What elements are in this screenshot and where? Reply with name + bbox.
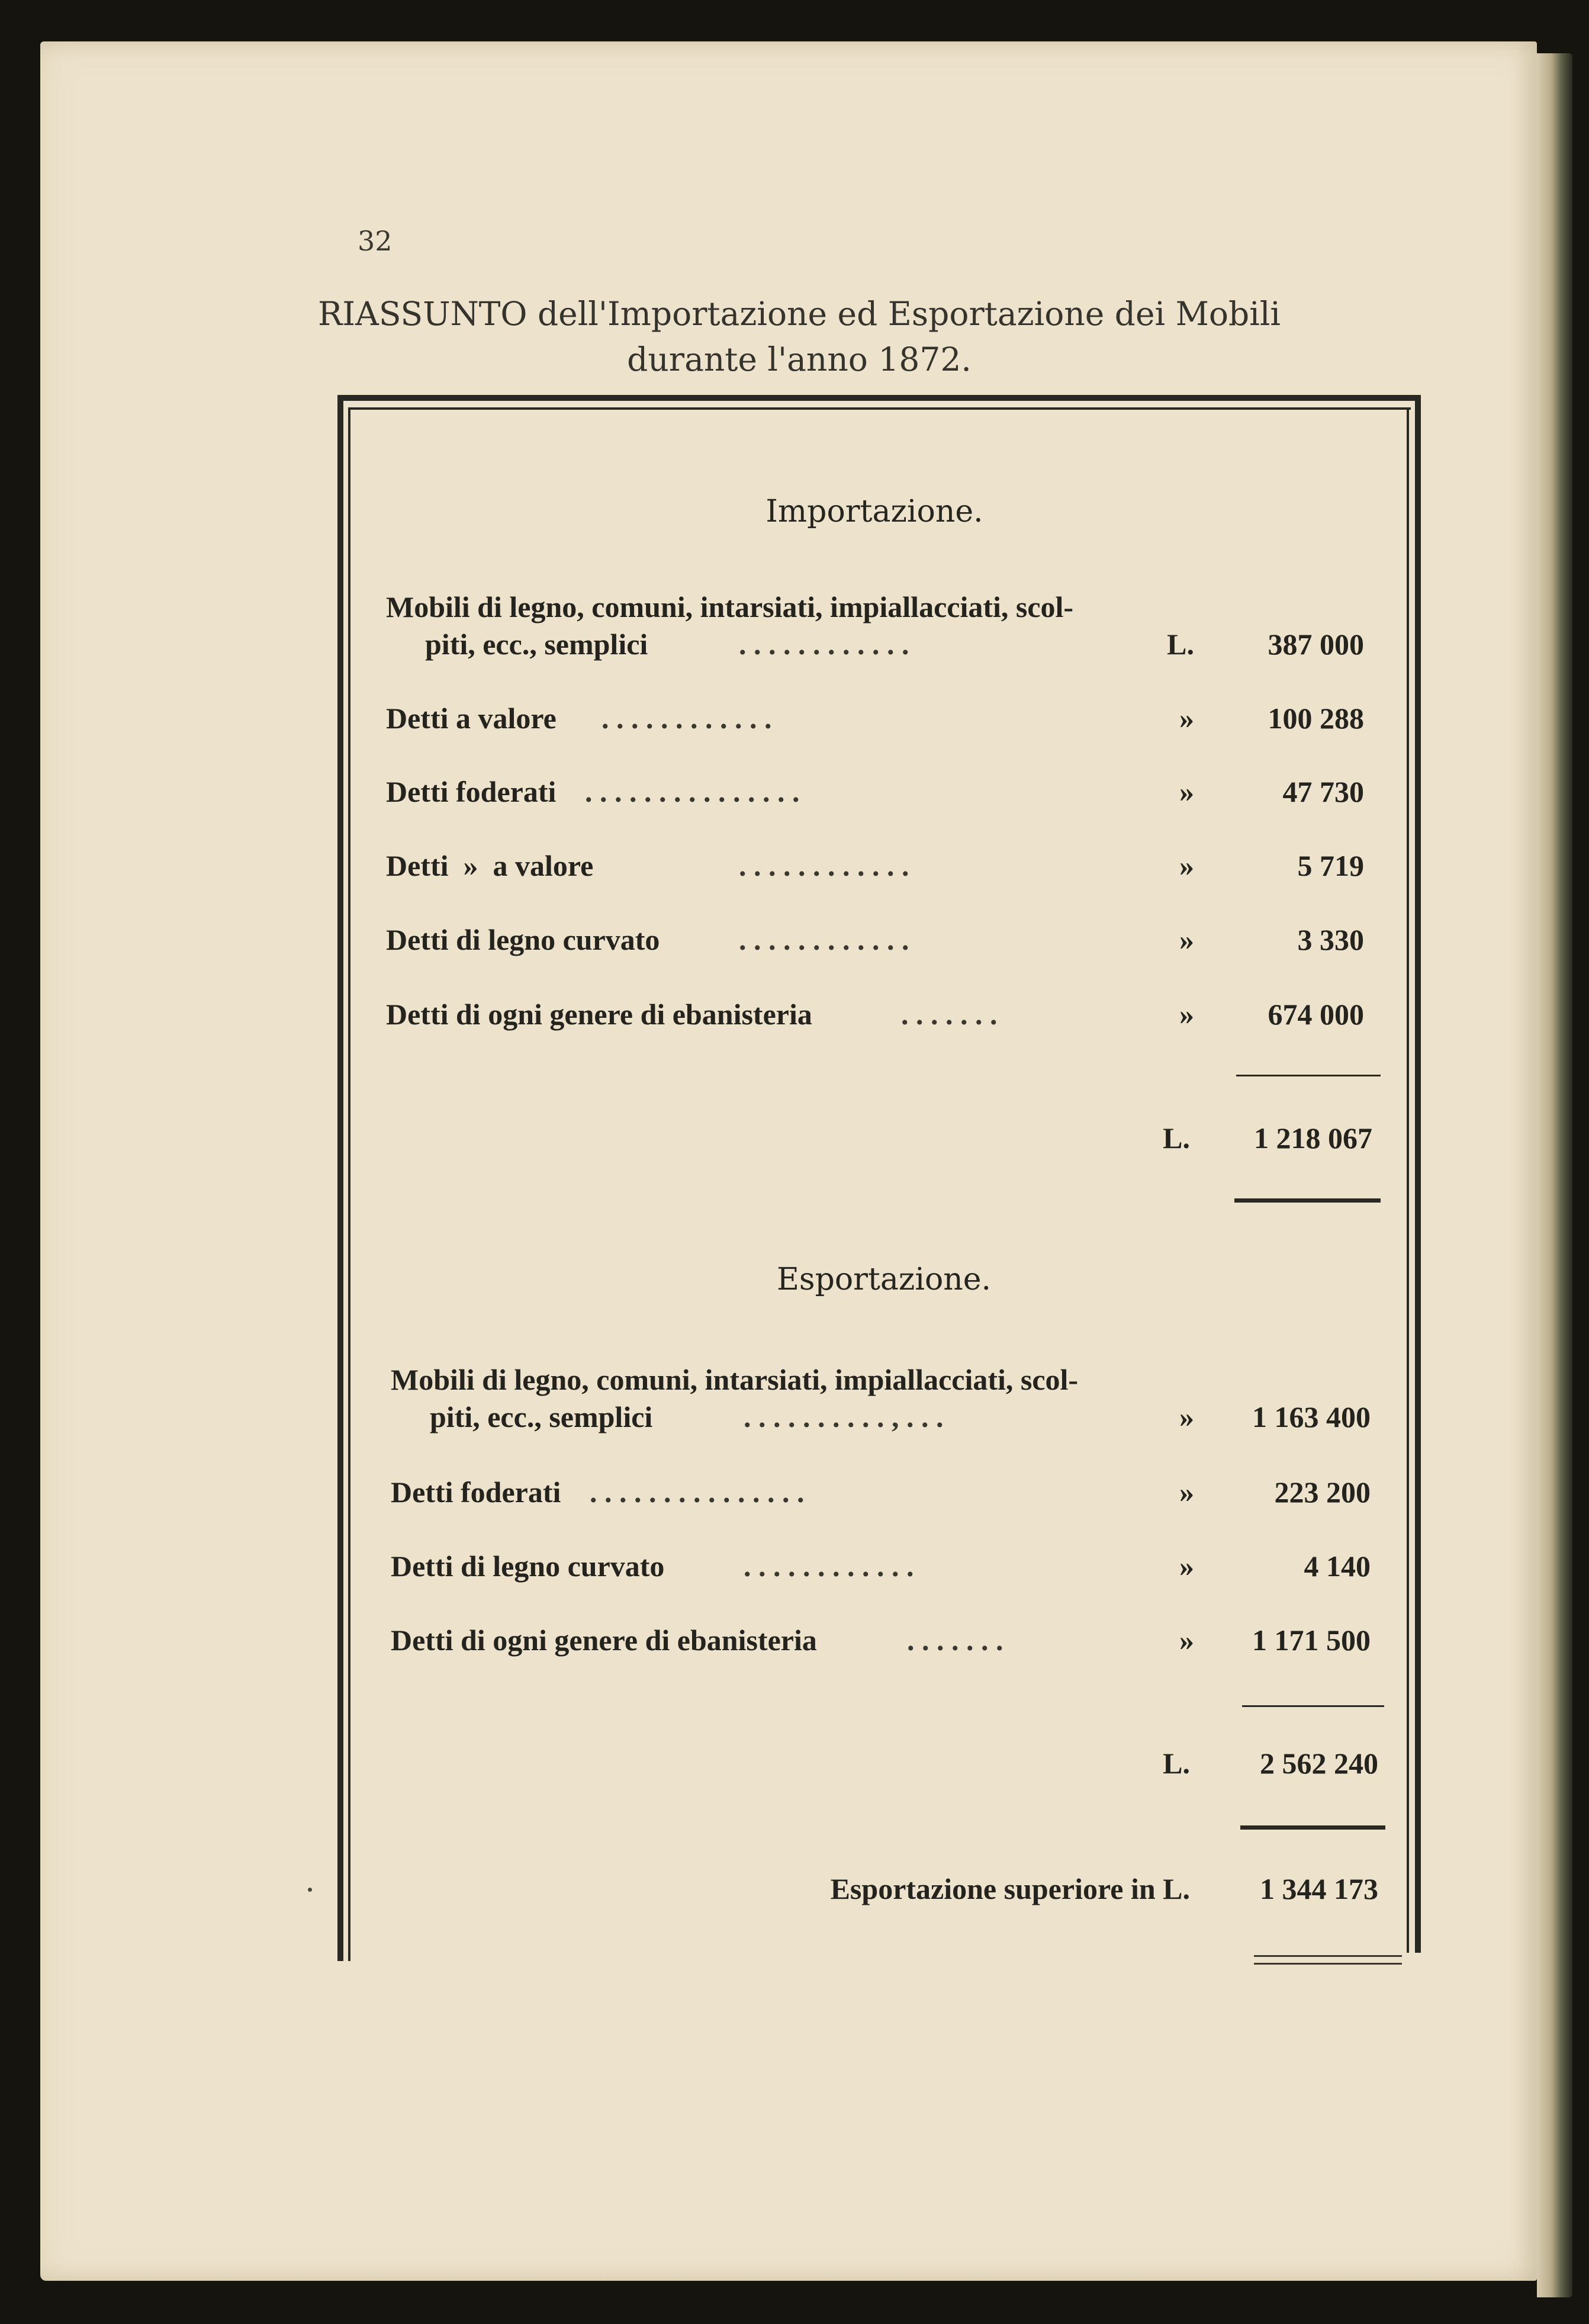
difference-label: Esportazione superiore in L. — [830, 1872, 1190, 1905]
row-label: piti, ecc., semplici — [425, 628, 648, 661]
page-number: 32 — [358, 225, 393, 257]
total-label: L. — [1163, 1121, 1190, 1155]
double-rule-bottom — [1254, 1963, 1402, 1965]
table-border-right — [1415, 395, 1421, 1953]
row-amount: 3 330 — [1297, 923, 1364, 956]
row-label: Detti di legno curvato — [386, 923, 660, 956]
table-border-right-inner — [1407, 407, 1409, 1953]
import-total-row — [770, 1120, 1385, 1156]
row-label: Detti di legno curvato — [391, 1550, 665, 1583]
table-border-top-inner — [348, 407, 1411, 410]
export-total-row — [770, 1746, 1385, 1781]
dot-leader: . . . . . . . — [901, 998, 998, 1031]
row-amount: 1 171 500 — [1252, 1624, 1371, 1657]
table-row — [386, 626, 1387, 662]
row-amount: 5 719 — [1297, 849, 1364, 882]
table-row — [386, 922, 1387, 957]
dot-leader: . . . . . . . . . . . . — [739, 849, 909, 882]
row-unit: » — [1179, 702, 1194, 735]
page-edge — [1537, 53, 1572, 2297]
section-heading-esportazione: Esportazione. — [776, 1262, 992, 1297]
dot-leader: . . . . . . . . . . . . — [739, 923, 909, 956]
row-unit: » — [1179, 1624, 1194, 1657]
dot-leader: . . . . . . . . . . , . . . — [744, 1400, 944, 1433]
table-row — [386, 1399, 1387, 1435]
dot-leader: . . . . . . . — [907, 1624, 1003, 1657]
total-amount: 1 218 067 — [1254, 1121, 1372, 1155]
row-unit: » — [1179, 1400, 1194, 1433]
section-heading-importazione: Importazione. — [765, 494, 983, 529]
subtotal-rule — [1242, 1705, 1384, 1707]
row-label: Mobili di legno, comuni, intarsiati, impiallacciati, scol- — [391, 1363, 1079, 1396]
table-border-top — [337, 395, 1421, 401]
import-first-line — [386, 589, 1387, 625]
table-border-left — [337, 395, 343, 1961]
difference-row — [770, 1871, 1385, 1907]
row-label: piti, ecc., semplici — [430, 1400, 653, 1433]
row-amount: 1 163 400 — [1252, 1400, 1371, 1433]
dot-leader: . . . . . . . . . . . . . . . — [590, 1476, 805, 1509]
row-amount: 100 288 — [1268, 702, 1364, 735]
row-label: Detti di ogni genere di ebanisteria — [386, 998, 812, 1031]
row-label: Detti foderati — [386, 775, 557, 808]
table-row — [386, 1622, 1387, 1658]
row-unit: » — [1179, 998, 1194, 1031]
paper-speck — [308, 1888, 312, 1892]
row-unit: » — [1179, 1476, 1194, 1509]
difference-amount: 1 344 173 — [1260, 1872, 1378, 1905]
row-amount: 674 000 — [1268, 998, 1364, 1031]
dot-leader: . . . . . . . . . . . . — [601, 702, 772, 735]
dot-leader: . . . . . . . . . . . . . . . — [585, 775, 800, 808]
total-rule — [1234, 1198, 1381, 1203]
table-border-left-inner — [348, 407, 350, 1961]
table-row — [386, 1548, 1387, 1584]
row-label: Detti a valore — [386, 702, 557, 735]
row-amount: 47 730 — [1282, 775, 1364, 808]
row-amount: 223 200 — [1274, 1476, 1371, 1509]
double-rule-top — [1254, 1955, 1402, 1957]
export-first-line — [386, 1362, 1387, 1397]
row-unit: L. — [1167, 628, 1194, 661]
row-unit: » — [1179, 775, 1194, 808]
total-label: L. — [1163, 1747, 1190, 1780]
row-unit: » — [1179, 923, 1194, 956]
table-row — [386, 1474, 1387, 1510]
row-label: Detti » a valore — [386, 849, 594, 882]
table-row — [386, 700, 1387, 736]
dot-leader: . . . . . . . . . . . . — [739, 628, 909, 661]
table-row — [386, 774, 1387, 809]
row-label: Mobili di legno, comuni, intarsiati, impiallacciati, scol- — [386, 590, 1074, 623]
dot-leader: . . . . . . . . . . . . — [744, 1550, 914, 1583]
row-amount: 4 140 — [1304, 1550, 1371, 1583]
table-row — [386, 997, 1387, 1032]
total-rule — [1240, 1825, 1385, 1830]
row-unit: » — [1179, 849, 1194, 882]
page-title-line-2: durante l'anno 1872. — [627, 340, 972, 378]
row-unit: » — [1179, 1550, 1194, 1583]
row-label: Detti foderati — [391, 1476, 561, 1509]
subtotal-rule — [1236, 1075, 1381, 1076]
row-amount: 387 000 — [1268, 628, 1364, 661]
table-row — [386, 848, 1387, 883]
total-amount: 2 562 240 — [1260, 1747, 1378, 1780]
row-label: Detti di ogni genere di ebanisteria — [391, 1624, 817, 1657]
page-title-line-1: RIASSUNTO dell'Importazione ed Esportazione dei Mobili — [317, 295, 1281, 333]
